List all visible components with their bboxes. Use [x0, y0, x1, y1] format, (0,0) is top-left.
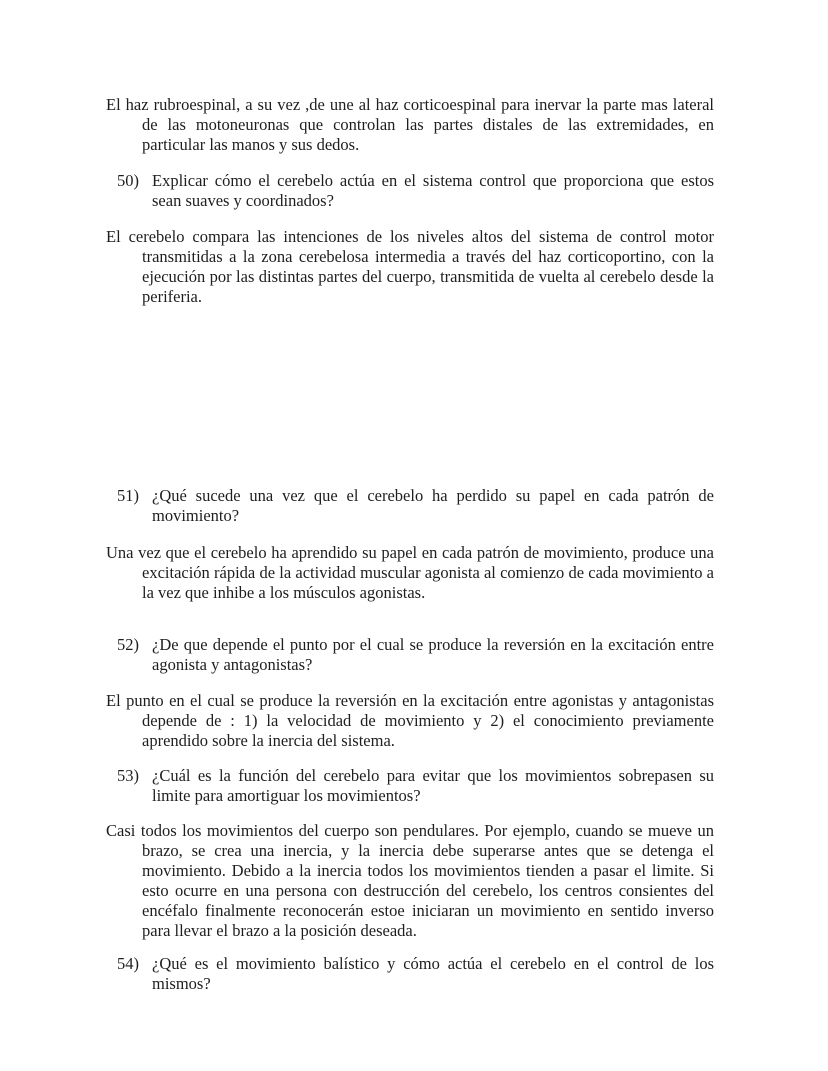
question-50	[117, 171, 714, 211]
answer-53: Casi todos los movimientos del cuerpo son pendulares. Por ejemplo, cuando se mueve un brazo, se crea una inercia, y la inercia debe superarse antes que se detenga el movimiento. Debido a la inercia todos los movimientos tienden a pasar el limite. Si esto ocurre en una persona con destrucción del cerebelo, los centros consientes del encéfalo finalmente reconocerán estoe iniciaran un movimiento en sentido inverso para llevar el brazo a la posición deseada.	[106, 821, 714, 940]
question-54	[117, 954, 714, 994]
question-50-text: Explicar cómo el cerebelo actúa en el sistema control que proporciona que estos sean suaves y coordinados?	[152, 171, 714, 210]
question-52	[117, 635, 714, 675]
question-51-number: 51)	[117, 486, 139, 505]
question-50-number: 50)	[117, 171, 139, 190]
answer-50: El cerebelo compara las intenciones de los niveles altos del sistema de control motor transmitidas a la zona cerebelosa intermedia a través del haz corticoportino, con la ejecución por las distintas partes del cuerpo, transmitida de vuelta al cerebelo desde la periferia.	[106, 227, 714, 306]
question-53-number: 53)	[117, 766, 139, 785]
question-52-text: ¿De que depende el punto por el cual se produce la reversión en la excitación entre agonista y antagonistas?	[152, 635, 714, 674]
question-54-text: ¿Qué es el movimiento balístico y cómo actúa el cerebelo en el control de los mismos?	[152, 954, 714, 993]
document-content	[106, 95, 714, 994]
answer-52: El punto en el cual se produce la reversión en la excitación entre agonistas y antagonistas depende de : 1) la velocidad de movimiento y 2) el conocimiento previamente aprendido sobre la inercia del sistema.	[106, 691, 714, 750]
question-53-text: ¿Cuál es la función del cerebelo para evitar que los movimientos sobrepasen su limite para amortiguar los movimientos?	[152, 766, 714, 805]
question-51	[117, 486, 714, 526]
question-53	[117, 766, 714, 806]
answer-51: Una vez que el cerebelo ha aprendido su papel en cada patrón de movimiento, produce una excitación rápida de la actividad muscular agonista al comienzo de cada movimiento a la vez que inhibe a los músculos agonistas.	[106, 543, 714, 602]
question-51-text: ¿Qué sucede una vez que el cerebelo ha perdido su papel en cada patrón de movimiento?	[152, 486, 714, 525]
answer-paragraph-rubroespinal: El haz rubroespinal, a su vez ,de une al haz corticoespinal para inervar la parte mas lateral de las motoneuronas que controlan las partes distales de las extremidades, en particular las manos y sus dedos.	[106, 95, 714, 154]
question-54-number: 54)	[117, 954, 139, 973]
question-52-number: 52)	[117, 635, 139, 654]
